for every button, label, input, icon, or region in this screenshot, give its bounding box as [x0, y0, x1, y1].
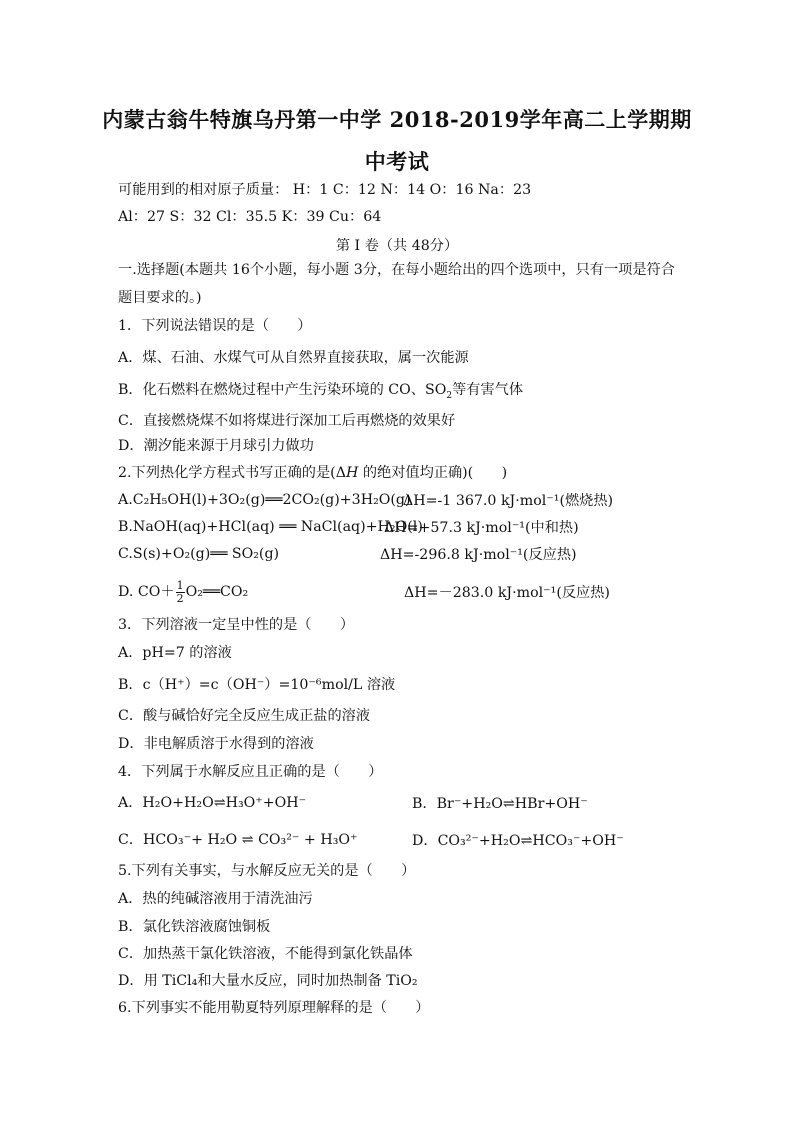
q2-option-b-equation: B.NaOH(aq)+HCl(aq) ══ NaCl(aq)+H₂O(l) [118, 519, 423, 535]
q2-option-d-tail: O₂══CO₂ [185, 584, 249, 600]
atomic-masses-line-2: Al：27 S：32 Cl：35.5 K：39 Cu：64 [118, 209, 382, 225]
q1-stem: 1．下列说法错误的是（ ） [118, 318, 312, 334]
q2-option-d-text: D. CO＋ [118, 584, 175, 600]
q1-option-b-text: B．化石燃料在燃烧过程中产生污染环境的 CO、SO [118, 382, 447, 398]
q5-option-d: D．用 TiCl₄和大量水反应，同时加热制备 TiO₂ [118, 973, 418, 989]
q5-option-c: C．加热蒸干氯化铁溶液，不能得到氯化铁晶体 [118, 946, 413, 962]
q1-option-b [118, 380, 523, 406]
q2-option-b-enthalpy: ΔH=+57.3 kJ·mol⁻¹(中和热) [384, 520, 579, 536]
q3-option-b: B．c（H⁺）=c（OH⁻）=10⁻⁶mol/L 溶液 [118, 677, 396, 693]
q2-option-d-numerator: 1 [176, 578, 184, 592]
q5-option-a: A．热的纯碱溶液用于清洗油污 [118, 891, 313, 907]
q2-option-d-fraction [176, 580, 185, 605]
q1-option-b-sub: 2 [446, 390, 453, 401]
q3-option-a: A．pH=7 的溶液 [118, 645, 232, 661]
q1-option-b-tail: 等有害气体 [452, 382, 524, 398]
atomic-masses-line-1: 可能用到的相对原子质量： H：1 C：12 N：14 O：16 Na：23 [118, 182, 532, 198]
q3-stem: 3．下列溶液一定呈中性的是（ ） [118, 617, 355, 633]
q5-option-b: B．氯化铁溶液腐蚀铜板 [118, 919, 271, 935]
q1-option-a: A．煤、石油、水煤气可从自然界直接获取，属一次能源 [118, 350, 469, 366]
section-instructions-2: 题目要求的。) [118, 290, 202, 306]
q2-option-c-enthalpy: ΔH=-296.8 kJ·mol⁻¹(反应热) [380, 547, 577, 563]
q1-option-c: C．直接燃烧煤不如将煤进行深加工后再燃烧的效果好 [118, 413, 456, 429]
exam-title-line-2: 中考试 [364, 149, 430, 174]
q4-option-c: C．HCO₃⁻+ H₂O ⇌ CO₃²⁻ + H₃O⁺ [118, 832, 358, 848]
q3-option-c: C．酸与碱恰好完全反应生成正盐的溶液 [118, 708, 371, 724]
q2-option-d-equation [118, 578, 248, 606]
q2-option-d-denominator: 2 [176, 591, 184, 605]
q2-option-a-enthalpy: ΔH=-1 367.0 kJ·mol⁻¹(燃烧热) [403, 493, 614, 509]
q2-stem-text: 2.下列热化学方程式书写正确的是(Δ [118, 465, 346, 481]
q2-option-d-enthalpy: ΔH=－283.0 kJ·mol⁻¹(反应热) [404, 585, 610, 601]
q1-option-d: D．潮汐能来源于月球引力做功 [118, 438, 314, 454]
exam-title-line-1: 内蒙古翁牛特旗乌丹第一中学 2018-2019学年高二上学期期 [102, 107, 692, 132]
q2-option-a-equation: A.C₂H₅OH(l)+3O₂(g)══2CO₂(g)+3H₂O(g) [118, 492, 411, 508]
q2-option-c-equation: C.S(s)+O₂(g)══ SO₂(g) [118, 546, 280, 562]
q4-stem: 4．下列属于水解反应且正确的是（ ） [118, 764, 383, 780]
q2-stem-tail: 的绝对值均正确)( ) [358, 465, 508, 481]
q3-option-d: D．非电解质溶于水得到的溶液 [118, 736, 314, 752]
q2-stem [118, 463, 507, 483]
q6-stem: 6.下列事实不能用勒夏特列原理解释的是（ ） [118, 1000, 430, 1016]
q4-option-b: B．Br⁻+H₂O⇌HBr+OH⁻ [412, 796, 588, 812]
q5-stem: 5.下列有关事实，与水解反应无关的是（ ） [118, 863, 416, 879]
section-heading: 第 I 卷（共 48分） [335, 238, 459, 254]
q4-option-d: D．CO₃²⁻+H₂O⇌HCO₃⁻+OH⁻ [412, 833, 624, 849]
section-instructions-1: 一.选择题(本题共 16个小题，每小题 3分，在每小题给出的四个选项中，只有一项是符合 [118, 262, 675, 278]
q4-option-a: A．H₂O+H₂O⇌H₃O⁺+OH⁻ [118, 795, 307, 811]
q2-stem-h: H [345, 465, 359, 481]
